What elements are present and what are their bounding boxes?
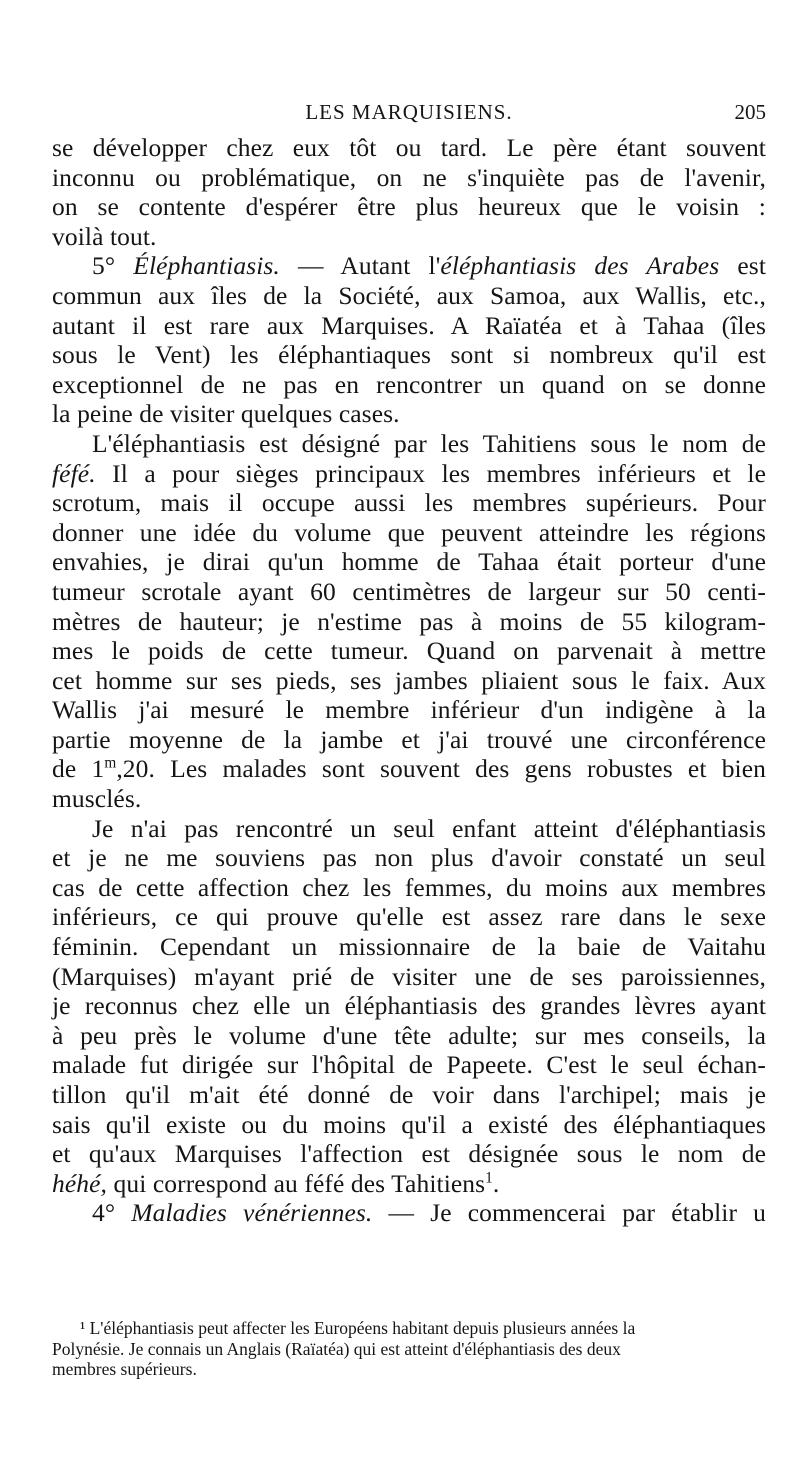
text-segment: à peu près le volume d'une tête adulte; sur mes conseils, la xyxy=(52,1020,766,1050)
text-segment: cet homme sur ses pieds, ses jambes pliaient sous le faix. Aux xyxy=(52,665,766,695)
footnote-line: membres supérieurs. xyxy=(52,1359,197,1379)
text-line xyxy=(52,370,766,400)
text-line xyxy=(52,518,766,548)
footnote-line: ¹ L'éléphantiasis peut affecter les Européens habitant depuis plusieurs années la xyxy=(80,1318,636,1338)
text-segment: inférieurs, ce qui prouve qu'elle est assez rare dans le sexe xyxy=(52,902,766,932)
footnotes xyxy=(52,1318,766,1380)
text-segment: tillon qu'il m'ait été donné de voir dans l'archipel; mais je xyxy=(52,1080,766,1109)
text-line xyxy=(52,547,766,577)
text-segment: envahies, je dirai qu'un homme de Tahaa était porteur d'une xyxy=(52,547,766,577)
text-segment: je reconnus chez elle un éléphantiasis des grandes lèvres ayant xyxy=(52,991,766,1021)
text-line xyxy=(52,577,766,607)
text-segment: — Je commencerai par établir u xyxy=(372,1198,767,1228)
superscript: m xyxy=(104,754,117,772)
text-line xyxy=(52,991,766,1021)
text-line xyxy=(52,311,766,341)
text-line xyxy=(52,281,766,311)
text-segment: autant il est rare aux Marquises. A Raïatéa et à Tahaa (îles xyxy=(52,310,766,340)
text-line xyxy=(52,1021,766,1051)
text-line xyxy=(52,1198,766,1228)
text-segment: 4° xyxy=(92,1198,132,1228)
text-line xyxy=(52,814,766,844)
text-line xyxy=(52,459,766,489)
text-line xyxy=(52,695,766,725)
text-segment: . xyxy=(492,1168,500,1198)
text-segment: musclés. xyxy=(52,784,142,814)
text-segment: 5° xyxy=(92,251,134,281)
text-line xyxy=(52,666,766,696)
text-line xyxy=(52,1139,766,1169)
text-segment: partie moyenne de la jambe et j'ai trouvé une circonférence xyxy=(52,724,766,754)
text-segment: exceptionnel de ne pas en rencontrer un quand on se donne xyxy=(52,369,766,399)
text-line xyxy=(52,902,766,932)
page-header xyxy=(52,100,766,130)
text-line xyxy=(52,429,766,459)
italic-text: éléphantiasis des Arabes xyxy=(440,251,720,281)
superscript: 1 xyxy=(485,1169,493,1187)
text-segment: Wallis j'ai mesuré le membre inférieur d'un indigène à la xyxy=(52,695,766,725)
page-number: 205 xyxy=(734,100,766,124)
text-segment: donner une idée du volume que peuvent atteindre les régions xyxy=(52,517,766,547)
text-segment: ,20. Les malades sont souvent des gens robustes et bien xyxy=(116,754,767,784)
text-line xyxy=(52,725,766,755)
italic-text: Éléphantiasis. xyxy=(133,251,280,281)
text-line xyxy=(52,754,766,784)
text-line xyxy=(52,488,766,518)
text-segment: tumeur scrotale ayant 60 centimètres de largeur sur 50 centi- xyxy=(52,576,766,606)
text-segment: sous le Vent) les éléphantiaques sont si nombreux qu'il est xyxy=(52,340,766,370)
text-segment: la peine de visiter quelques cases. xyxy=(52,399,400,429)
text-line xyxy=(52,340,766,370)
text-segment: (Marquises) m'ayant prié de visiter une de ses paroissiennes, xyxy=(52,961,766,991)
text-segment: malade fut dirigée sur l'hôpital de Papeete. C'est le seul échan- xyxy=(52,1050,766,1080)
text-segment: commun aux îles de la Société, aux Samoa, aux Wallis, etc., xyxy=(52,280,766,310)
italic-text: héhé, xyxy=(52,1168,108,1198)
text-segment: cas de cette affection chez les femmes, du moins aux membres xyxy=(52,872,766,902)
italic-text: féfé. xyxy=(52,458,96,488)
text-line xyxy=(52,399,766,429)
text-line xyxy=(52,222,766,252)
text-line xyxy=(52,1169,766,1199)
text-line xyxy=(52,932,766,962)
text-segment: inconnu ou problématique, on ne s'inquiète pas de l'avenir, xyxy=(52,162,766,192)
text-line xyxy=(52,251,766,281)
text-line xyxy=(52,133,766,163)
text-segment: scrotum, mais il occupe aussi les membres supérieurs. Pour xyxy=(52,488,766,518)
text-segment: mes le poids de cette tumeur. Quand on parvenait à mettre xyxy=(52,636,766,666)
text-segment: qui correspond au féfé des Tahitiens xyxy=(107,1168,486,1198)
text-segment: mètres de hauteur; je n'estime pas à moins de 55 kilogram- xyxy=(52,606,766,636)
text-segment: se développer chez eux tôt ou tard. Le père étant souvent xyxy=(52,133,766,162)
text-line xyxy=(52,636,766,666)
text-segment: de 1 xyxy=(52,754,105,784)
text-line xyxy=(52,163,766,193)
text-line xyxy=(52,607,766,637)
text-line xyxy=(52,192,766,222)
text-segment: Je n'ai pas rencontré un seul enfant atteint d'éléphantiasis xyxy=(92,813,766,843)
italic-text: Maladies vénériennes. xyxy=(131,1198,373,1228)
text-line xyxy=(52,1110,766,1140)
text-line xyxy=(52,873,766,903)
text-line xyxy=(52,1080,766,1110)
text-segment: et je ne me souviens pas non plus d'avoir constaté un seul xyxy=(52,843,766,873)
text-segment: voilà tout. xyxy=(52,221,157,251)
text-segment: L'éléphantiasis est désigné par les Tahitiens sous le nom de xyxy=(92,428,766,458)
text-line xyxy=(52,784,766,814)
text-line xyxy=(52,1050,766,1080)
text-segment: — Autant l' xyxy=(279,251,441,281)
text-line xyxy=(52,962,766,992)
text-segment: on se contente d'espérer être plus heureux que le voisin : xyxy=(52,192,766,222)
footnote-line: Polynésie. Je connais un Anglais (Raïatéa) qui est atteint d'éléphantiasis des deux xyxy=(52,1338,621,1359)
text-segment: est xyxy=(719,251,767,281)
text-segment: et qu'aux Marquises l'affection est désignée sous le nom de xyxy=(52,1139,766,1169)
text-segment: Il a pour sièges principaux les membres inférieurs et le xyxy=(95,458,766,488)
running-title: LES MARQUISIENS. xyxy=(305,100,513,124)
text-line xyxy=(52,843,766,873)
text-segment: sais qu'il existe ou du moins qu'il a existé des éléphantiaques xyxy=(52,1109,766,1139)
body-text xyxy=(52,133,766,1228)
text-segment: féminin. Cependant un missionnaire de la baie de Vaitahu xyxy=(52,932,766,962)
